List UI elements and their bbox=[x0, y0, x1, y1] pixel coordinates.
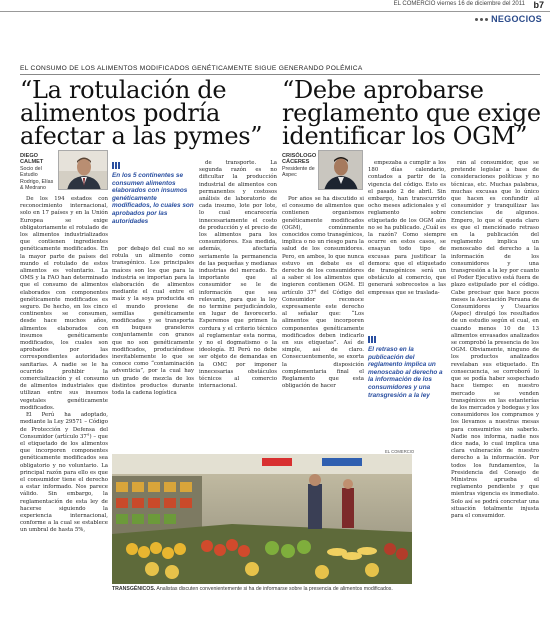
right-article-col1 bbox=[282, 196, 364, 446]
page-number: b7 bbox=[533, 0, 544, 10]
right-pullquote bbox=[368, 336, 446, 399]
kicker-rule bbox=[20, 74, 540, 75]
portrait-icon bbox=[59, 151, 108, 190]
caption-label: TRANSGÉNICOS. bbox=[112, 586, 156, 592]
left-author-name: DIEGO CALMET bbox=[20, 153, 44, 166]
right-author-role: Presidente de Aspec bbox=[282, 165, 315, 179]
left-col2-text: por debajo del cual no se rotula un alimento como transgénico. Los principales maíces son los que para la industria se importan para la elaboración de alimentos mediante el cual entre el maíz y la soya producida en el mundo proviene de semillas genéticamente modificadas y se transporta en buques graneleros conjuntamente con granos que no son genéticamente modificados, produciéndose inevitablemente lo que se conoce como “contaminación adventicia”, por la cual hay un grado de mezcla de los distintos productos durante toda la cadena logística bbox=[112, 246, 194, 397]
left-headline: “La rotulación de alimentos podría afectar a las pymes” bbox=[20, 76, 263, 150]
left-article-col2 bbox=[112, 246, 194, 446]
section-label: NEGOCIOS bbox=[491, 14, 542, 24]
header-rule bbox=[0, 11, 550, 12]
page-header bbox=[0, 0, 550, 12]
left-article-col1 bbox=[20, 196, 108, 581]
section-dots-icon bbox=[475, 18, 488, 21]
left-author-role: Socio del Estudio Rodrigo, Elías & Medrano bbox=[20, 165, 54, 192]
left-col1-text: De los 194 estados con reconocimiento internacional, solo en 17 países y en la Unión Europea se exige obligatoriamente el rotulado de los alimentos industrializados que contienen ingredientes genéticamente modificados. En la mayor parte de países del mundo el rotulado de estos alimentos es voluntario. La OMS y la FAO han determinado que el consumo de alimentos elaborados con componentes genéticamente modificados es seguro. De hecho, en los cinco continentes se consumen, desde hace muchos años, alimentos elaborados con insumos genéticamente modificados, los cuales son aprobados por las correspondientes autoridades sanitarias. A nadie se le ha ocurrido prohibir la comercialización y el consumo de alimentos industriales que utilizan entre sus insumos vegetales genéticamente modificados. bbox=[20, 196, 108, 411]
supermarket-image-icon bbox=[112, 454, 412, 584]
newspaper-date: EL COMERCIO viernes 16 de diciembre del 2011 bbox=[393, 1, 525, 7]
right-article-col2 bbox=[368, 160, 446, 330]
left-col3-text: de transporte. La segunda razón es no dificultar la producción industrial de alimentos con permanentes y costosos análisis de laboratorio de cada insumo, lote por lote, lo cual encarecería innecesariamente el costo de producción y el precio de los alimentos para los consumidores. Esa medida, además, afectaría seriamente la permanencia de las pequeñas y medianas industrias del mercado. Es importante que al consumidor se le de información que sea relevante, para que la ley no termine perjudicándolo, en lugar de favorecerlo. Esperemos que primen la cordura y el criterio técnico al reglamentar esta norma, y no el dogmatismo o la ideología. El Perú no debe ser objeto de demandas en la OMC por imponer innecesarias obstáculos técnicos al comercio internacional. bbox=[199, 160, 277, 390]
right-author-name: CRISÓLOGO CÁCERES bbox=[282, 153, 317, 166]
right-author-photo bbox=[318, 150, 363, 190]
left-col1b-text: El Perú ha adoptado, mediante la Ley 29571 – Código de Protección y Defensa del Consumidor (artículo 37°) – que el etiquetado de los alimentos que incorporen componentes genéticamente modificados sea obligatorio y no voluntario. La principal razón para ello es que el consumidor tiene el derecho a estar informado. Nos parece válido. Sin embargo, la reglamentación de esta ley de hacerse siguiendo la experiencia internacional, conforme a la cual se establece un umbral de hasta 5%, bbox=[20, 412, 108, 534]
left-article-col3 bbox=[199, 160, 277, 448]
right-col3-text: rán al consumidor, que se pretende legislar a base de consideraciones políticas y no técnicas, etc. Muchas palabras, muchas excusas que lo único que hacen es confundir al consumidor y tranquilizar las conciencias de algunos. Empero, lo que sí queda claro es que el menciónado retraso en la publicación del reglamento implica un menoscabo del derecho a la información de los consumidores y una transgresión a la ley por cuanto el Poder Ejecutivo está fuera de plazo estipulado por el código. Cabe precisar que hace pocos meses la Asociación Peruana de Consumidores y Usuarios (Aspec) divulgó los resultados de un estudio según el cual, en cuando menos 10 de 13 alimentos envasados analizados se comprobó la presencia de los OGM. Obviamente, ninguno de los productos analizados revelaban sus etiquetado. En consecuencia, se corroboró lo que se podía haber sospechado hace tiempo: en nuestro mercado se venden transgénicos en las estanterías de los mercados y bodegas y los consumidores los compramos y los llevamos a nuestras mesas para consumirlos sin saberlo. Nadie nos informa, nadie nos dice nada, lo cual implica una clara vulneración de nuestro derecho a la información. Por todos los fundamentos, la Presidencia del Consejo de Ministros aprueba el reglamento pendiente y que mientras vigencia es inmediato. Solo así se podrá concretar una situación totalmente injusta para el consumidor. bbox=[451, 160, 539, 519]
pullquote-marks-icon bbox=[368, 336, 446, 343]
photo-credit: EL COMERCIO bbox=[385, 449, 415, 454]
right-article-col3 bbox=[451, 160, 539, 620]
right-col1-text: Por años se ha discutido si el consumo de alimentos que contienen organismos genéticamente modificados (OGM), comúnmente conocidos como transgénicos, implica o no un riesgo para la salud de los consumidores. Pero, en ambos, lo que nunca estuvo en debate es el derecho de los consumidores a saber si los alimentos que ingieren contienen OGM. El artículo 37° del Código del Consumidor reconoce expresamente este derecho al señalar que: “Los alimentos que incorporen componentes genéticamente modificados deben indicarlo en sus etiquetas”. Así de simple, así de claro. Consecuentemente, se exorta la disposición complementaria final el Reglamento que esta obligación de hacer bbox=[282, 196, 364, 390]
left-pullquote-text: En los 5 continentes se consumen alimentos elaborados con insumos genéticamente modificados, lo cuales son aprobados por las autoridades bbox=[112, 172, 194, 225]
section-tab bbox=[475, 12, 542, 26]
photo-caption bbox=[112, 586, 412, 592]
right-byline bbox=[282, 153, 318, 179]
portrait-icon bbox=[319, 151, 363, 190]
supermarket-photo bbox=[112, 454, 412, 584]
left-pullquote bbox=[112, 162, 194, 225]
right-pullquote-text: El retraso en la publicación del reglamento implica un menoscabo al derecho a la información de los consumidores y una transgresión a la ley bbox=[368, 346, 443, 399]
pullquote-marks-icon bbox=[112, 162, 194, 169]
right-headline: “Debe aprobarse reglamento que exige identificar los OGM” bbox=[282, 76, 541, 150]
left-byline bbox=[20, 153, 56, 191]
right-col2-text: empezaba a cumplir a los 180 días calendario, contados a partir de la vigencia del código. Esto es el pasado 2 de abril. Sin embargo, han transcurrido ocho meses adicionales y el reglamento sobre etiquetado de los OGM aún no se ha publicado. ¿Cuál es la razón? Como siempre ocurre en estos casos, se ensayan todo tipo de excusas para justificar la demora: que el etiquetado de transgénicos será un obstáculo al comercio, que generará sobrecostos a las empresas que se traslada- bbox=[368, 160, 446, 296]
caption-text: Analistas discuten convenientemente si ha de informarse sobre la presencia de alimentos modificados. bbox=[156, 586, 393, 592]
kicker: EL CONSUMO DE LOS ALIMENTOS MODIFICADOS GENÉTICAMENTE SIGUE GENERANDO POLÉMICA bbox=[20, 65, 363, 72]
left-author-photo bbox=[58, 150, 108, 190]
